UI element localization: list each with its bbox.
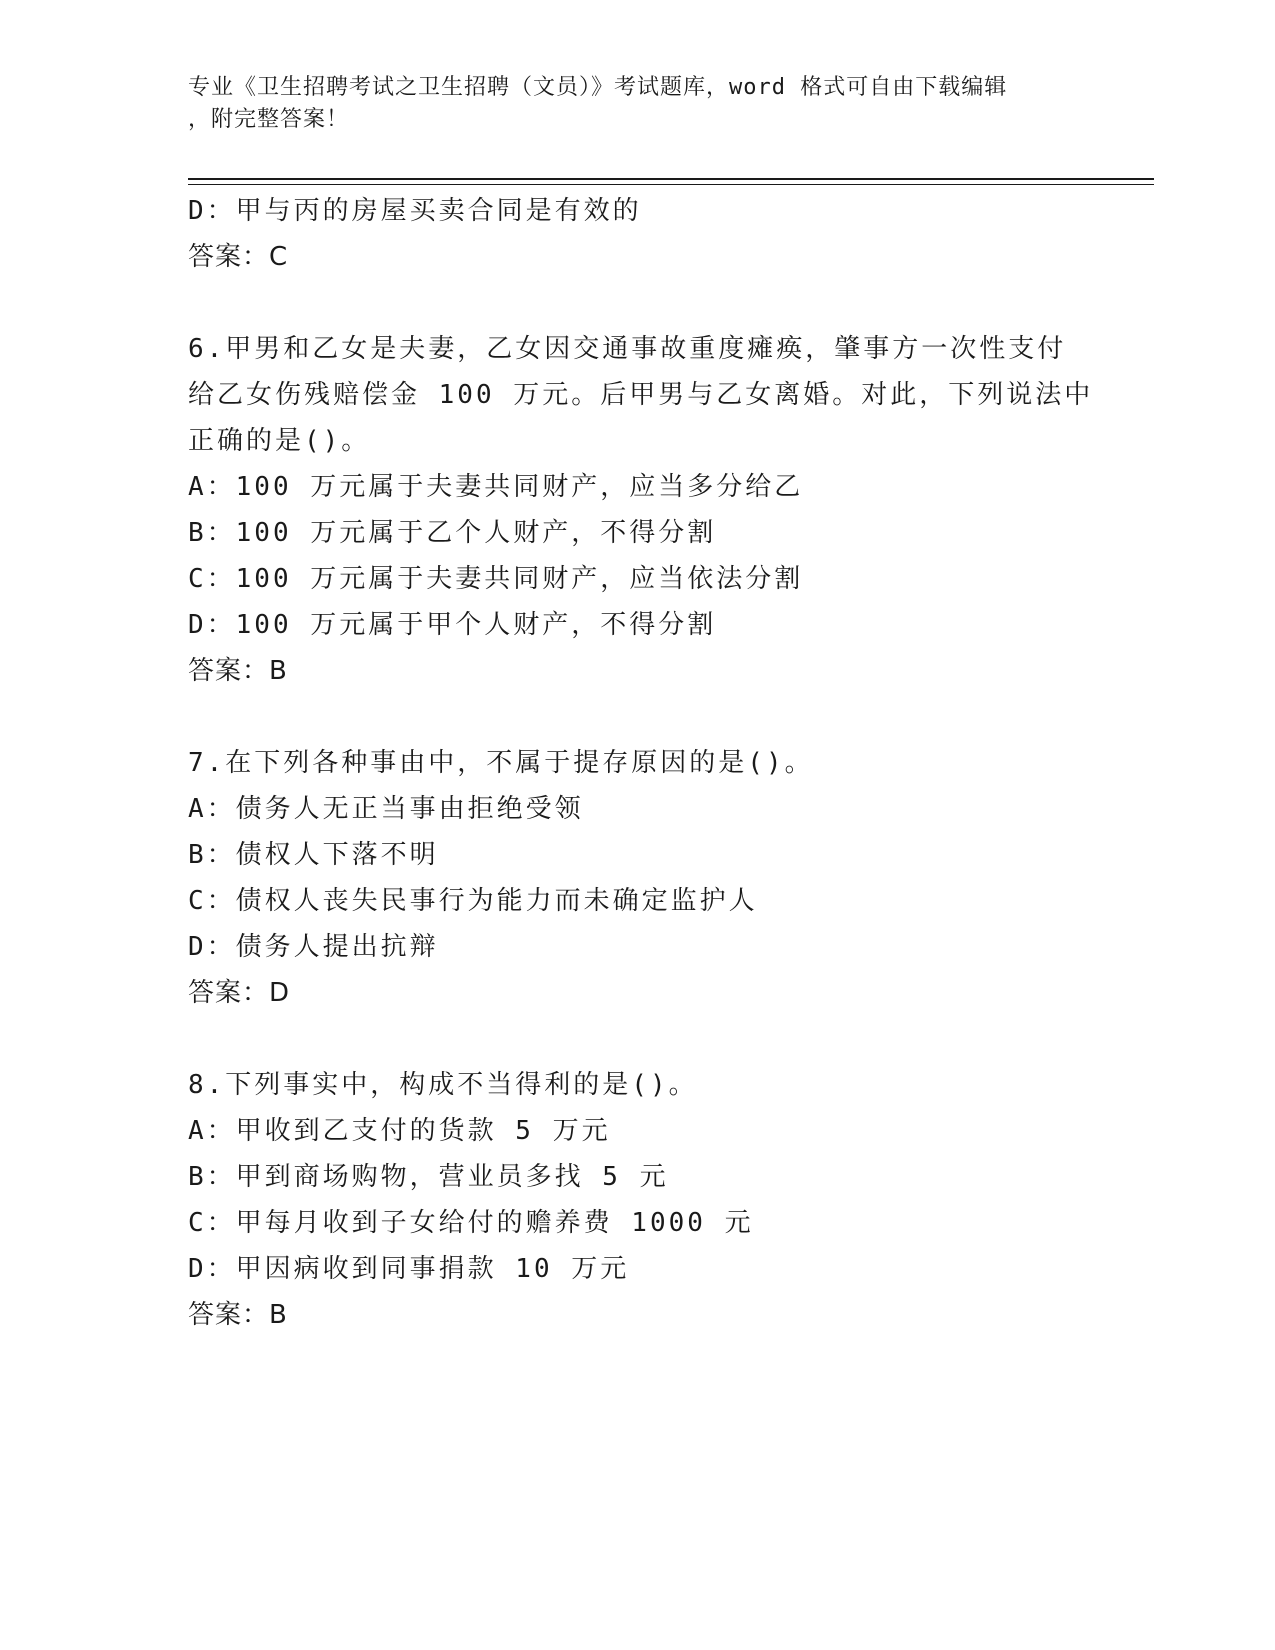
question-8	[188, 1062, 1088, 1338]
option-b: B：债权人下落不明	[188, 840, 439, 870]
option-b: B：100 万元属于乙个人财产，不得分割	[188, 518, 717, 548]
option-b: B：甲到商场购物，营业员多找 5 元	[188, 1162, 669, 1192]
option-d: D：甲与丙的房屋买卖合同是有效的	[188, 196, 642, 226]
option-d: D：债务人提出抗辩	[188, 932, 439, 962]
question-stem-line: 7.在下列各种事由中，不属于提存原因的是()。	[188, 748, 814, 778]
option-c: C：债权人丧失民事行为能力而未确定监护人	[188, 886, 758, 916]
question-6	[188, 326, 1094, 694]
option-d: D：100 万元属于甲个人财产，不得分割	[188, 610, 717, 640]
option-d: D：甲因病收到同事捐款 10 万元	[188, 1254, 630, 1284]
option-c: C：100 万元属于夫妻共同财产，应当依法分割	[188, 564, 804, 594]
question-content	[188, 188, 1094, 1338]
header-line-1: 专业《卫生招聘考试之卫生招聘（文员）》考试题库，word 格式可自由下载编辑	[188, 75, 1008, 100]
answer-line: 答案：B	[188, 1300, 288, 1330]
header-divider-thick	[188, 178, 1154, 180]
option-c: C：甲每月收到子女给付的赡养费 1000 元	[188, 1208, 754, 1238]
page-header	[188, 72, 1088, 136]
previous-question-tail	[188, 188, 1088, 280]
spacer	[188, 280, 1088, 326]
option-a: A：债务人无正当事由拒绝受领	[188, 794, 584, 824]
answer-line: 答案：B	[188, 656, 288, 686]
answer-line: 答案：D	[188, 978, 291, 1008]
question-7	[188, 740, 1088, 1016]
spacer	[188, 1016, 1088, 1062]
option-a: A：100 万元属于夫妻共同财产，应当多分给乙	[188, 472, 804, 502]
header-line-2: ，附完整答案！	[188, 107, 350, 132]
question-stem-line: 6.甲男和乙女是夫妻，乙女因交通事故重度瘫痪，肇事方一次性支付	[188, 334, 1067, 364]
spacer	[188, 694, 1088, 740]
option-a: A：甲收到乙支付的货款 5 万元	[188, 1116, 611, 1146]
question-stem-line: 给乙女伤残赔偿金 100 万元。后甲男与乙女离婚。对此，下列说法中	[188, 380, 1094, 410]
answer-line: 答案：C	[188, 242, 289, 272]
question-stem-line: 8.下列事实中，构成不当得利的是()。	[188, 1070, 698, 1100]
header-divider-thin	[188, 184, 1154, 185]
question-stem-line: 正确的是()。	[188, 426, 371, 456]
